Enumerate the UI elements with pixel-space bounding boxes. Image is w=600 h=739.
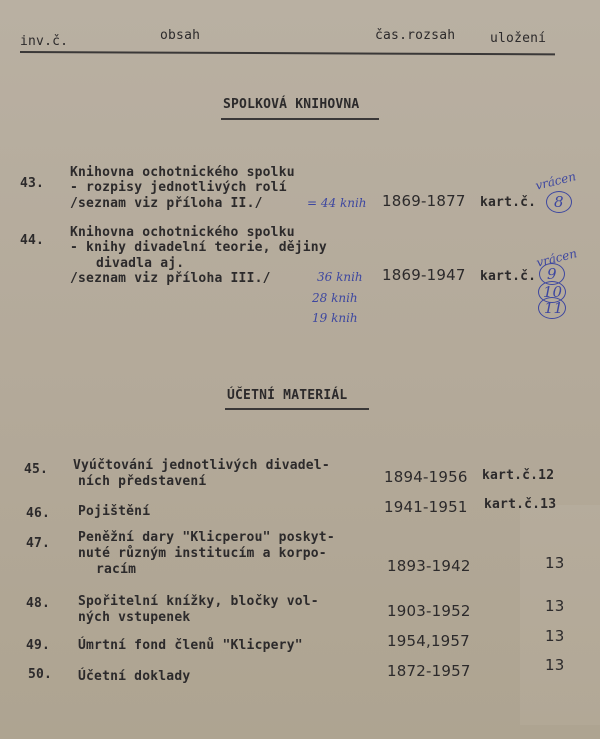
inv-number: 50. [28,667,53,682]
item-text-line: Knihovna ochotnického spolku [70,165,295,180]
date-range: 1941-1951 [384,498,468,516]
inv-number: 43. [20,176,45,191]
handwritten-book-count: 28 knih [312,291,358,305]
item-text-line: divadla aj. [96,256,185,271]
item-text-line: Vyúčtování jednotlivých divadel- [73,458,330,473]
date-range: 1869-1947 [382,266,466,284]
section-title-accounting: ÚČETNÍ MATERIÁL [227,388,348,403]
date-range: 1903-1952 [387,602,471,620]
box-number-handwritten: 9 [547,265,557,283]
item-text-line: racím [96,562,137,577]
inv-number: 45. [24,462,49,477]
date-range: 1872-1957 [387,662,471,680]
inv-number: 49. [26,638,51,653]
handwritten-book-count: 19 knih [312,311,358,325]
box-number-circle [546,191,572,213]
header-location: uložení [490,31,547,46]
storage-location: kart.č.12 [482,468,555,483]
handwritten-book-count: = 44 knih [307,196,367,210]
item-text-line: Úmrtní fond členů "Klicpery" [78,638,303,653]
storage-location: kart.č. [480,195,537,210]
inv-number: 47. [26,536,51,551]
item-text-line: ných vstupenek [78,610,191,625]
section-title-library: SPOLKOVÁ KNIHOVNA [223,97,360,112]
section-title-underline [225,408,369,410]
item-text-line: Pojištění [78,504,151,519]
handwritten-mark: vrácen [534,246,579,270]
header-rule [20,51,555,55]
item-text-line: Knihovna ochotnického spolku [70,225,295,240]
header-inv: inv.č. [20,34,69,49]
inv-number: 46. [26,506,51,521]
inv-number: 44. [20,233,45,248]
item-text-line: - rozpisy jednotlivých rolí [70,180,287,195]
header-range: čas.rozsah [375,28,456,43]
date-range: 1869-1877 [382,192,466,210]
box-number-handwritten: 10 [543,283,563,301]
storage-location: 13 [545,627,565,645]
item-text-line: /seznam viz příloha II./ [70,196,263,211]
storage-location: 13 [545,597,565,615]
item-text-line: nuté různým institucím a korpo- [78,546,327,561]
box-number-circle [538,297,566,319]
box-number-handwritten: 8 [554,193,564,211]
inv-number: 48. [26,596,51,611]
date-range: 1954,1957 [387,632,470,650]
item-text-line: - knihy divadelní teorie, dějiny [70,240,327,255]
item-text-line: /seznam viz příloha III./ [70,271,271,286]
date-range: 1894-1956 [384,468,468,486]
storage-location: kart.č.13 [484,497,557,512]
header-content: obsah [160,28,201,43]
bleed-through-area [520,505,600,725]
section-title-underline [221,118,379,120]
storage-location: 13 [545,656,565,674]
item-text-line: Peněžní dary "Klicperou" poskyt- [78,530,335,545]
box-number-handwritten: 11 [544,299,564,317]
item-text-line: ních představení [78,474,207,489]
handwritten-book-count: 36 knih [317,270,363,284]
item-text-line: Spořitelní knížky, bločky vol- [78,594,319,609]
storage-location: kart.č. [480,269,537,284]
item-text-line: Účetní doklady [78,669,191,684]
handwritten-mark: vrácen [533,169,578,193]
storage-location: 13 [545,554,565,572]
date-range: 1893-1942 [387,557,471,575]
